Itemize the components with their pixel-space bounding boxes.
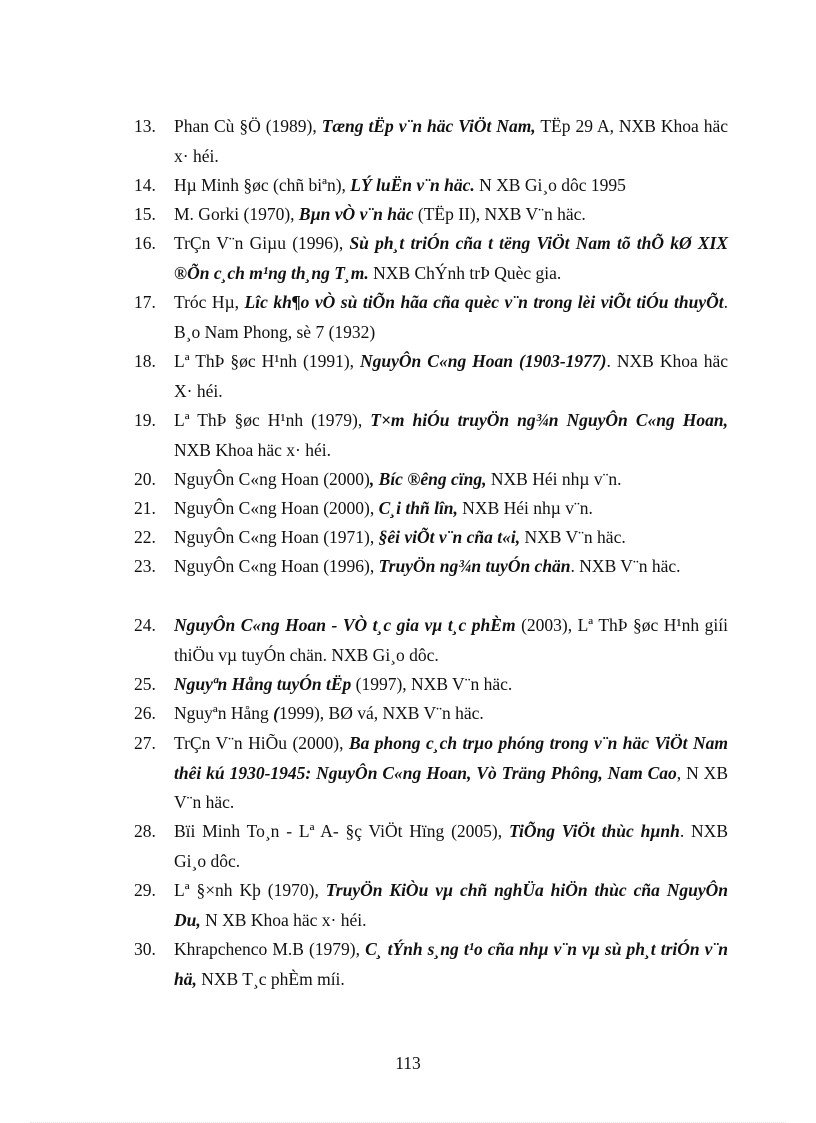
reference-number: 22. xyxy=(134,527,156,547)
reference-item xyxy=(134,229,728,288)
reference-text xyxy=(174,171,728,201)
reference-item xyxy=(134,817,728,876)
reference-number: 13. xyxy=(134,116,156,136)
reference-author-year: TrÇn V¨n Giµu (1996), xyxy=(174,233,350,253)
reference-number: 30. xyxy=(134,939,156,959)
page-number: 113 xyxy=(395,1053,421,1073)
reference-publisher: NXB Héi nhµ v¨n. xyxy=(457,498,593,518)
reference-publisher: 1999), BØ vá, NXB V¨n häc. xyxy=(278,703,484,723)
reference-publisher: N XB Gi¸o dôc 1995 xyxy=(474,175,626,195)
reference-number: 23. xyxy=(134,556,156,576)
reference-publisher: NXB Khoa häc x· héi. xyxy=(174,439,331,460)
reference-author-year: Phan Cù §Ö (1989), xyxy=(174,116,322,136)
reference-title: TiÕng ViÖt thùc hµnh xyxy=(508,821,680,841)
reference-title: NguyÔn C«ng Hoan (1903-1977) xyxy=(360,351,607,371)
reference-author-year: Lª ThÞ §øc H¹nh (1991), xyxy=(174,351,361,371)
reference-number: 16. xyxy=(134,233,156,253)
reference-author-year: Bïi Minh To¸n - Lª A- §ç ViÖt Hïng (2005), xyxy=(174,821,509,841)
reference-title: C¸ tÝnh s¸ng t¹o cña nhµ v¨n vµ sù ph¸t triÓn v¨n hä, xyxy=(174,939,728,989)
reference-item xyxy=(134,200,728,230)
reference-publisher: (TËp II), NXB V¨n häc. xyxy=(413,204,586,224)
reference-number: 20. xyxy=(134,469,156,489)
reference-text xyxy=(174,699,728,729)
reference-publisher: . B¸o Nam Phong, sè 7 (1932) xyxy=(174,292,728,342)
reference-number: 27. xyxy=(134,733,156,753)
reference-number: 17. xyxy=(134,292,156,312)
reference-text xyxy=(174,729,728,818)
reference-publisher: (2003), Lª ThÞ §øc H¹nh giíi thiÖu vµ tuyÓn chän. NXB Gi¸o dôc. xyxy=(174,615,728,665)
reference-number: 14. xyxy=(134,175,156,195)
reference-item xyxy=(134,670,728,700)
reference-text xyxy=(174,406,728,465)
reference-title: Bµn vÒ v¨n häc xyxy=(298,204,414,224)
reference-publisher: NXB ChÝnh trÞ Quèc gia. xyxy=(368,262,562,283)
reference-text xyxy=(174,200,728,230)
reference-number: 18. xyxy=(134,351,156,371)
reference-item xyxy=(134,729,728,818)
reference-text xyxy=(174,494,728,524)
reference-item xyxy=(134,552,728,582)
reference-publisher: NXB T¸c phÈm míi. xyxy=(196,968,345,989)
reference-text xyxy=(174,347,728,406)
reference-author-year: Lª §×nh Kþ (1970), xyxy=(174,880,326,900)
reference-author-year: NguyÔn C«ng Hoan (2000), xyxy=(174,498,379,518)
reference-text xyxy=(174,288,728,347)
reference-publisher: NXB V¨n häc. xyxy=(520,527,626,547)
reference-item xyxy=(134,171,728,201)
reference-author-year: NguyÔn C«ng Hoan (2000) xyxy=(174,469,370,489)
reference-number: 25. xyxy=(134,674,156,694)
reference-item xyxy=(134,935,728,994)
reference-item xyxy=(134,406,728,465)
reference-item xyxy=(134,523,728,553)
reference-title: T×m hiÓu truyÖn ng¾n NguyÔn C«ng Hoan, xyxy=(370,410,728,430)
reference-text xyxy=(174,670,728,700)
reference-publisher: . NXB Khoa häc X· héi. xyxy=(174,351,729,401)
reference-number: 24. xyxy=(134,615,156,635)
reference-author-year: M. Gorki (1970), xyxy=(174,204,299,224)
reference-title: C¸i thñ lîn, xyxy=(378,498,458,518)
reference-item xyxy=(134,699,728,729)
reference-number: 15. xyxy=(134,204,156,224)
reference-title: NguyÔn C«ng Hoan - VÒ t¸c gia vµ t¸c phÈm xyxy=(174,615,516,635)
reference-text xyxy=(174,465,728,495)
reference-publisher: . NXB Gi¸o dôc. xyxy=(174,821,728,871)
reference-author-year: Khrapchenco M.B (1979), xyxy=(174,939,366,959)
reference-item xyxy=(134,465,728,495)
reference-number: 21. xyxy=(134,498,156,518)
reference-item xyxy=(134,288,728,347)
reference-text xyxy=(174,552,728,582)
reference-item xyxy=(134,112,728,171)
reference-item xyxy=(134,494,728,524)
reference-title: Lîc kh¶o vÒ sù tiÕn hãa cña quèc v¨n trong lèi viÕt tiÓu thuyÕt xyxy=(244,292,724,312)
reference-text xyxy=(174,876,728,935)
reference-title: Nguyªn Hång tuyÓn tËp xyxy=(174,674,352,694)
reference-item xyxy=(134,876,728,935)
reference-number: 26. xyxy=(134,703,156,723)
reference-title: ( xyxy=(273,703,279,723)
reference-text xyxy=(174,817,728,876)
reference-number: 29. xyxy=(134,880,156,900)
reference-number: 19. xyxy=(134,410,156,430)
reference-author-year: Hµ Minh §øc (chñ biªn), xyxy=(174,175,351,195)
reference-number: 28. xyxy=(134,821,156,841)
reference-title: Ba phong c¸ch trµo phóng trong v¨n häc ViÖt Nam thêi kú 1930-1945: NguyÔn C«ng Hoan, Vò Träng Phông, Nam Cao xyxy=(174,733,728,783)
reference-text xyxy=(174,611,728,670)
reference-author-year: TrÇn V¨n HiÕu (2000), xyxy=(174,733,349,753)
reference-title: LÝ luËn v¨n häc. xyxy=(350,175,475,195)
reference-text xyxy=(174,935,728,994)
reference-text xyxy=(174,523,728,553)
reference-author-year: Nguyªn Hång xyxy=(174,703,274,723)
reference-text xyxy=(174,229,728,288)
reference-title: §êi viÕt v¨n cña t«i, xyxy=(378,527,521,547)
reference-author-year: NguyÔn C«ng Hoan (1971), xyxy=(174,527,379,547)
reference-text xyxy=(174,112,728,171)
reference-publisher: NXB Héi nhµ v¨n. xyxy=(486,469,622,489)
reference-author-year: NguyÔn C«ng Hoan (1996), xyxy=(174,556,379,576)
reference-publisher: . NXB V¨n häc. xyxy=(570,556,681,576)
reference-publisher: N XB Khoa häc x· héi. xyxy=(200,909,367,930)
reference-title: , Bíc ®êng cïng, xyxy=(369,469,487,489)
reference-title: TruyÖn KiÒu vµ chñ nghÜa hiÖn thùc cña NguyÔn Du, xyxy=(174,880,728,930)
reference-item xyxy=(134,611,728,670)
reference-title: Sù ph¸t triÓn cña t tëng ViÖt Nam tõ thÕ kØ XIX ®Õn c¸ch m¹ng th¸ng T¸m. xyxy=(174,233,728,283)
reference-title: TruyÖn ng¾n tuyÓn chän xyxy=(378,556,571,576)
reference-author-year: Tróc Hµ, xyxy=(174,292,245,312)
reference-title: Tæng tËp v¨n häc ViÖt Nam, xyxy=(321,116,536,136)
reference-publisher: , N XB V¨n häc. xyxy=(174,762,728,812)
reference-publisher: (1997), NXB V¨n häc. xyxy=(351,674,513,694)
reference-publisher: TËp 29 A, NXB Khoa häc x· héi. xyxy=(174,116,728,166)
reference-author-year: Lª ThÞ §øc H¹nh (1979), xyxy=(174,410,371,430)
reference-item xyxy=(134,347,728,406)
